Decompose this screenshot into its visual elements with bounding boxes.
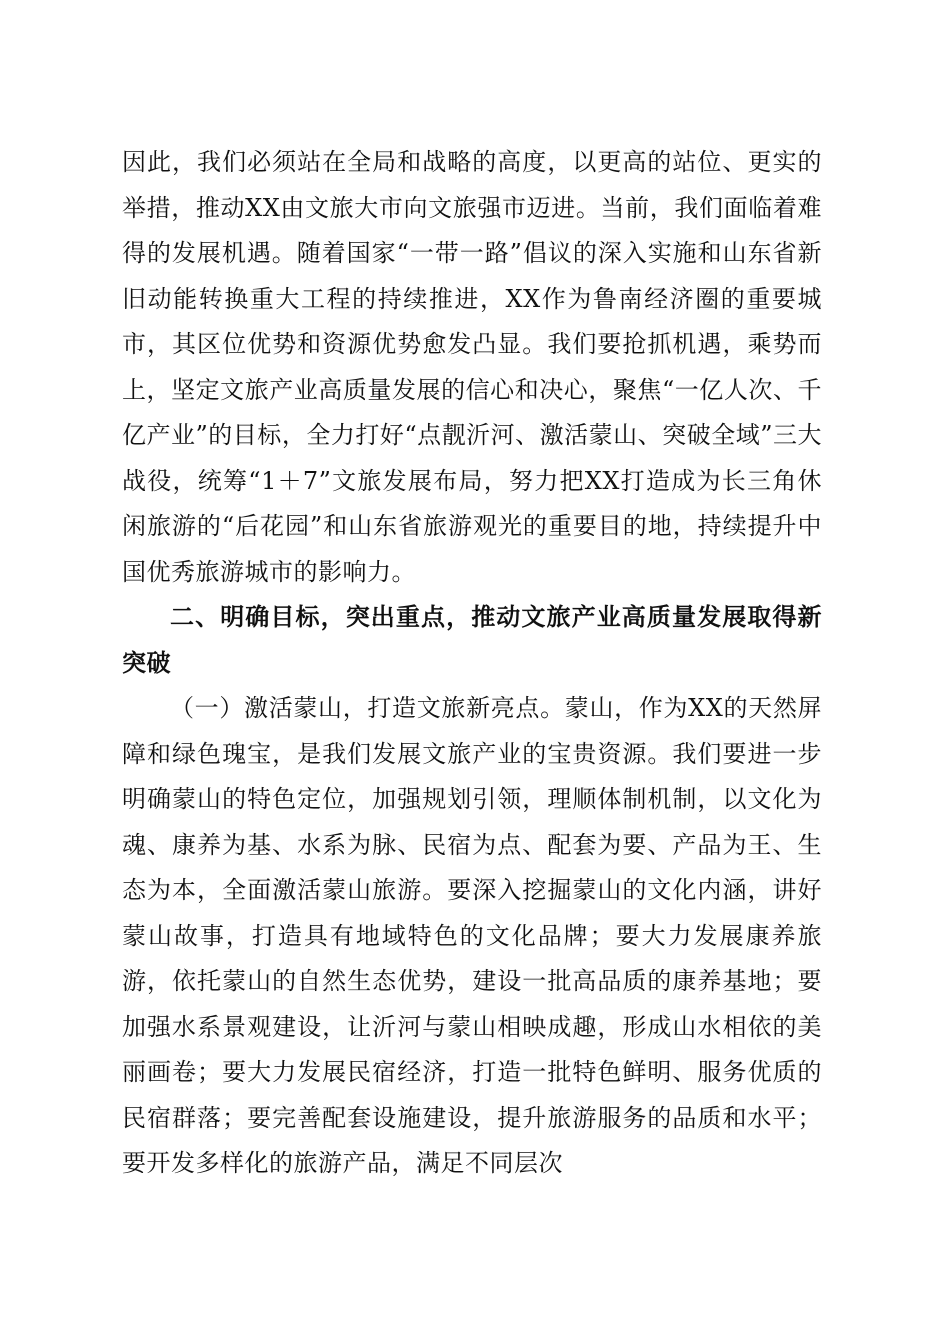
subsection-body: 蒙山，作为XX的天然屏障和绿色瑰宝，是我们发展文旅产业的宝贵资源。我们要进一步明确蒙山的特色定位，加强规划引领，理顺体制机制，以文化为魂、康养为基、水系为脉、民宿为点、配套为要、产品为王、生态为本，全面激活蒙山旅游。要深入挖掘蒙山的文化内涵，讲好蒙山故事，打造具有地域特色的文化品牌；要大力发展康养旅游，依托蒙山的自然生态优势，建设一批高品质的康养基地；要加强水系景观建设，让沂河与蒙山相映成趣，形成山水相依的美丽画卷；要大力发展民宿经济，打造一批特色鲜明、服务优质的民宿群落；要完善配套设施建设，提升旅游服务的品质和水平；要开发多样化的旅游产品，满足不同层次 — [122, 694, 823, 1177]
paragraph-subsection — [122, 686, 822, 1187]
paragraph-continuation: 因此，我们必须站在全局和战略的高度，以更高的站位、更实的举措，推动XX由文旅大市向文旅强市迈进。当前，我们面临着难得的发展机遇。随着国家“一带一路”倡议的深入实施和山东省新旧动能转换重大工程的持续推进，XX作为鲁南经济圈的重要城市，其区位优势和资源优势愈发凸显。我们要抢抓机遇，乘势而上，坚定文旅产业高质量发展的信心和决心，聚焦“一亿人次、千亿产业”的目标，全力打好“点靓沂河、激活蒙山、突破全域”三大战役，统筹“1＋7”文旅发展布局，努力把XX打造成为长三角休闲旅游的“后花园”和山东省旅游观光的重要目的地，持续提升中国优秀旅游城市的影响力。 — [122, 148, 822, 586]
section-heading: 二、明确目标，突出重点，推动文旅产业高质量发展取得新突破 — [122, 603, 822, 677]
document-body — [122, 140, 822, 1187]
subsection-lead: （一）激活蒙山，打造文旅新亮点。 — [170, 694, 565, 722]
